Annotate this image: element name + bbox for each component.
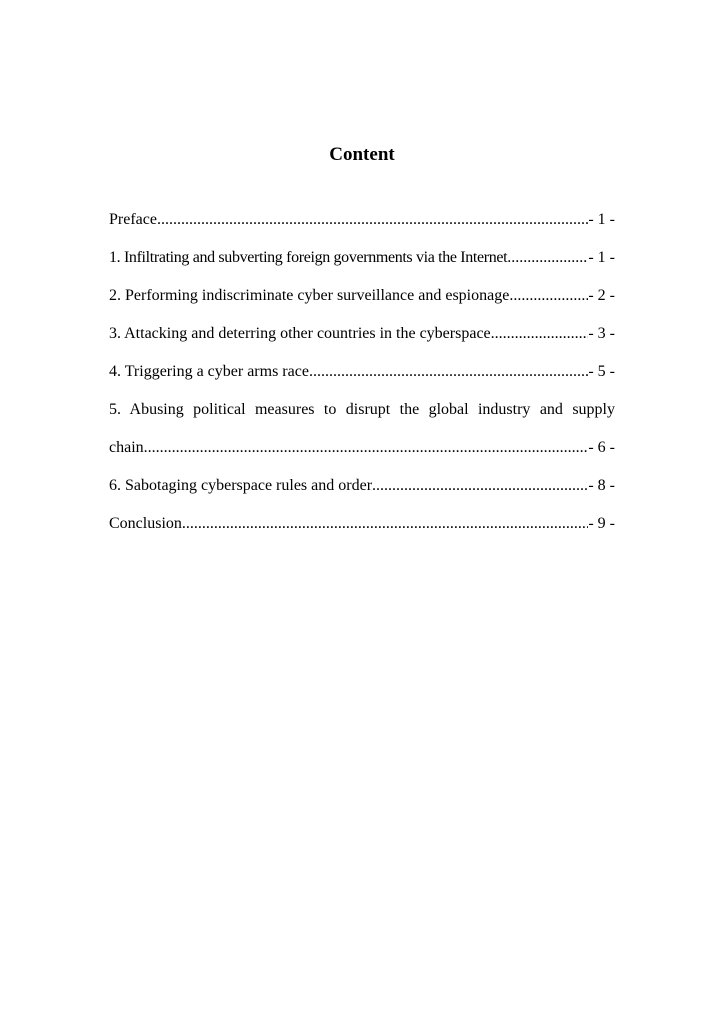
toc-entry-text: 2. Performing indiscriminate cyber surveillance and espionage (109, 287, 510, 304)
toc-title: Content (329, 144, 395, 165)
dot-leader (309, 361, 588, 383)
dot-leader (157, 209, 588, 231)
toc-entry-5-line-1[interactable]: 5. Abusing political measures to disrupt the global industry and supply (109, 401, 615, 418)
toc-entry-page: - 1 - (588, 211, 615, 228)
toc-entry-text: 3. Attacking and deterring other countries in the cyberspace (109, 325, 491, 342)
toc-entry-text: chain (109, 439, 144, 456)
toc-entry-text: 1. Infiltrating and subverting foreign governments via the Internet (109, 249, 508, 266)
toc-entry-page: - 8 - (588, 477, 615, 494)
toc-entry-text: Preface (109, 211, 157, 228)
toc-entry-6[interactable] (109, 475, 615, 497)
dot-leader (372, 475, 588, 497)
toc-entry-preface[interactable] (109, 209, 615, 231)
dot-leader (144, 437, 589, 459)
toc-entry-page: - 5 - (588, 363, 615, 380)
toc-entry-5[interactable] (109, 437, 615, 459)
toc-entry-text: Conclusion (109, 515, 182, 532)
toc-entry-page: - 9 - (588, 515, 615, 532)
toc-entry-page: - 1 - (588, 249, 615, 266)
toc-entry-3[interactable] (109, 323, 615, 345)
dot-leader (182, 513, 588, 535)
toc-entry-page: - 2 - (588, 287, 615, 304)
toc-entry-4[interactable] (109, 361, 615, 383)
dot-leader (509, 285, 588, 307)
toc-entry-2[interactable] (109, 285, 615, 307)
toc-entry-text: 6. Sabotaging cyberspace rules and order (109, 477, 373, 494)
dot-leader (507, 247, 588, 269)
toc-entry-text: 4. Triggering a cyber arms race (109, 363, 309, 380)
toc-entry-page: - 3 - (588, 325, 615, 342)
toc-entry-1[interactable] (109, 247, 615, 269)
dot-leader (491, 323, 589, 345)
toc-entry-conclusion[interactable] (109, 513, 615, 535)
toc-entry-page: - 6 - (588, 439, 615, 456)
